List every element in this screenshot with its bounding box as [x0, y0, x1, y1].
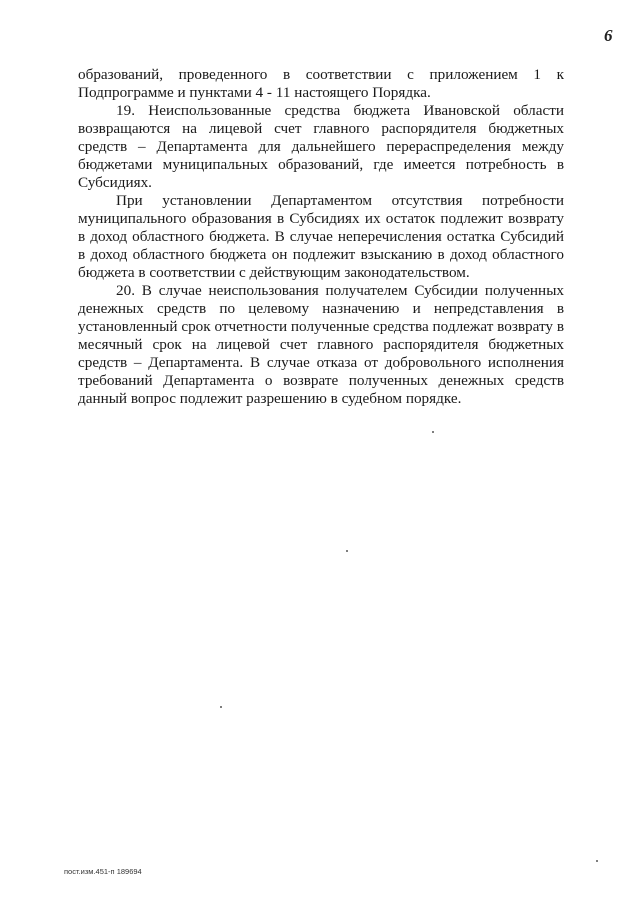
scan-speck — [220, 706, 222, 708]
footer-document-code: пост.изм.451-п 189694 — [64, 867, 142, 876]
page-number: 6 — [604, 26, 613, 45]
paragraph-continuation: образований, проведенного в соответствии с приложением 1 к Подпрограмме и пунктами 4 - 11 настоящего Порядка. — [78, 66, 564, 101]
paragraph-20: 20. В случае неиспользования получателем Субсидии полученных денежных средств по целевому назначению и непредставления в установленный срок отчетности полученные средства подлежат возврату в месячный срок на лицевой счет главного распорядителя бюджетных средств – Департамента. В случае отказа от добровольного исполнения требований Департамента о возврате полученных денежных средств данный вопрос подлежит разрешению в судебном порядке. — [78, 282, 564, 407]
paragraph-19-continued: При установлении Департаментом отсутствия потребности муниципального образования в Субсидиях их остаток подлежит возврату в доход областного бюджета. В случае неперечисления остатка Субсидий в доход областного бюджета он подлежит взысканию в доход областного бюджета в соответствии с действующим законодательством. — [78, 192, 564, 281]
scan-speck — [432, 431, 434, 433]
paragraph-19: 19. Неиспользованные средства бюджета Ивановской области возвращаются на лицевой счет главного распорядителя бюджетных средств – Департамента для дальнейшего перераспределения между бюджетами муниципальных образований, где имеется потребность в Субсидиях. — [78, 102, 564, 191]
scan-speck — [596, 860, 598, 862]
scan-speck — [346, 550, 348, 552]
document-body — [78, 66, 564, 408]
